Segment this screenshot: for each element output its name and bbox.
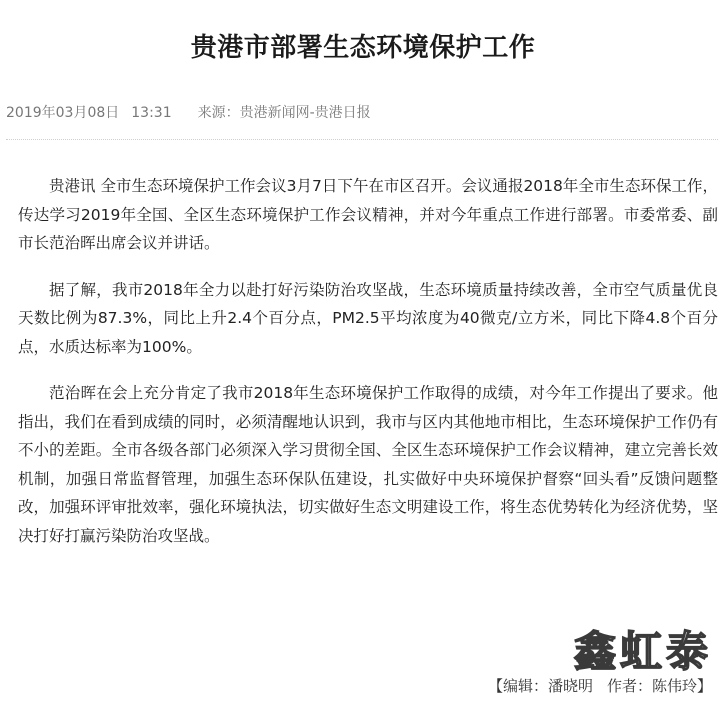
article-meta	[6, 102, 371, 124]
article-body	[18, 172, 718, 568]
paragraph-2: 据了解，我市2018年全力以赴打好污染防治攻坚战，生态环境质量持续改善，全市空气质量优良天数比例为87.3%，同比上升2.4个百分点，PM2.5平均浓度为40微克/立方米，同比下降4.8个百分点，水质达标率为100%。	[18, 280, 718, 356]
article-source: 来源：贵港新闻网-贵港日报	[197, 105, 371, 121]
article-credits	[488, 674, 712, 698]
author-credit: 作者：陈伟玲	[606, 677, 697, 695]
credits-close-bracket: 】	[696, 677, 712, 695]
publish-date: 2019年03月08日	[6, 105, 120, 121]
paragraph-1: 贵港讯 全市生态环境保护工作会议3月7日下午在市区召开。会议通报2018年全市生态环保工作，传达学习2019年全国、全区生态环境保护工作会议精神，并对今年重点工作进行部署。市委常委、副市长范治晖出席会议并讲话。	[18, 177, 718, 252]
paragraph-3: 范治晖在会上充分肯定了我市2018年生态环境保护工作取得的成绩，对今年工作提出了要求。他指出，我们在看到成绩的同时，必须清醒地认识到，我市与区内其他地市相比，生态环境保护工作仍有不小的差距。全市各级各部门必须深入学习贯彻全国、全区生态环境保护工作会议精神，建立完善长效机制，加强日常监督管理，加强生态环保队伍建设，扎实做好中央环境保护督察“回头看”反馈问题整改，加强环评审批效率，强化环境执法，切实做好生态文明建设工作，将生态优势转化为经济优势，坚决打好打赢污染防治攻坚战。	[18, 384, 718, 545]
article-title: 贵港市部署生态环境保护工作	[190, 33, 536, 63]
editor-credit: 编辑：潘晓明	[502, 677, 593, 695]
credits-open-bracket: 【	[487, 677, 503, 695]
watermark-logo: 鑫虹泰	[573, 627, 712, 676]
publish-time: 13:31	[131, 105, 172, 121]
meta-divider	[6, 139, 718, 140]
